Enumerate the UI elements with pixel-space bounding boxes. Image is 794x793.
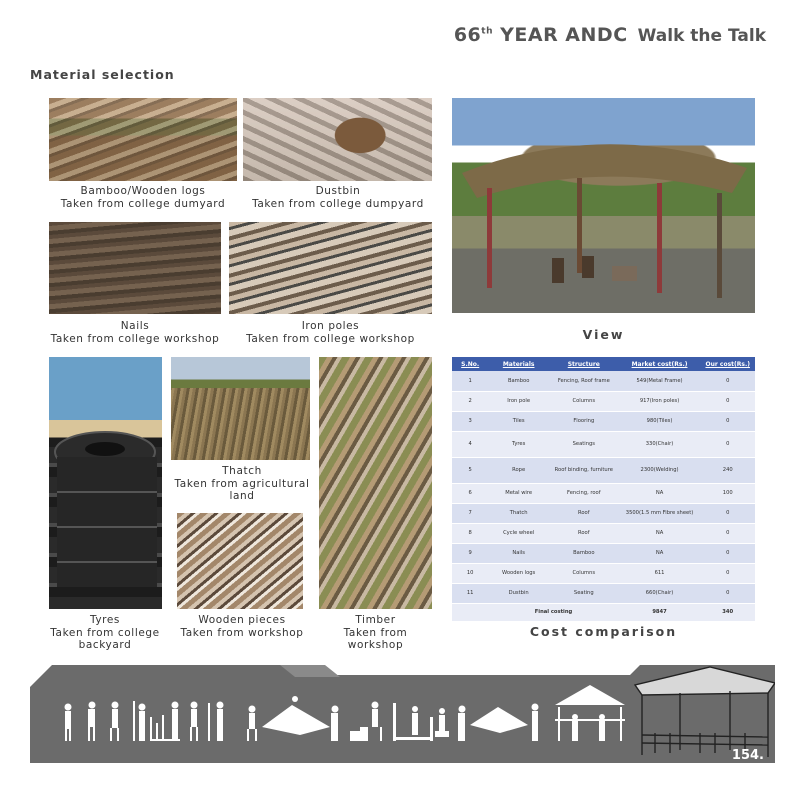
thatch-photo <box>171 357 310 460</box>
view-photo <box>452 98 755 313</box>
cell: Roof <box>549 523 619 543</box>
cell: Columns <box>549 391 619 411</box>
caption-line: Timber <box>355 614 396 626</box>
cell: 0 <box>700 563 755 583</box>
caption-line: Iron poles <box>301 320 360 332</box>
cell: Bamboo <box>549 543 619 563</box>
timber-caption <box>315 614 436 652</box>
tyres-caption <box>40 614 170 652</box>
wooden-pieces-photo <box>177 513 303 609</box>
silhouette-banner <box>30 665 775 763</box>
table-row <box>452 483 755 503</box>
header-market-cost: Market cost(Rs.) <box>631 360 688 368</box>
iron-poles-caption <box>229 320 432 345</box>
caption-line: Tyres <box>89 614 120 626</box>
dustbin-caption <box>238 185 438 210</box>
final-our-cost: 340 <box>700 603 755 621</box>
caption-line: Dustbin <box>315 185 361 197</box>
caption-line: Nails <box>120 320 150 332</box>
cell: 1 <box>452 371 488 391</box>
cell: Columns <box>549 563 619 583</box>
header-year <box>454 24 628 46</box>
cell: Fencing, Roof frame <box>549 371 619 391</box>
cell: Cycle wheel <box>488 523 549 543</box>
cell: Seating <box>549 583 619 603</box>
cell: 0 <box>700 583 755 603</box>
cell: 6 <box>452 483 488 503</box>
cell: 3500(1.5 mm Fibre sheet) <box>619 503 701 523</box>
cell: 0 <box>700 391 755 411</box>
cell: 240 <box>700 457 755 483</box>
cell: 9 <box>452 543 488 563</box>
cell: 7 <box>452 503 488 523</box>
table-row <box>452 523 755 543</box>
cell: 917(Iron poles) <box>619 391 701 411</box>
caption-line: Wooden pieces <box>198 614 286 626</box>
table-row <box>452 503 755 523</box>
cell: 2 <box>452 391 488 411</box>
cell: 611 <box>619 563 701 583</box>
table-row <box>452 457 755 483</box>
cell: 2300(Welding) <box>619 457 701 483</box>
timber-photo <box>319 357 432 609</box>
cell: Nails <box>488 543 549 563</box>
cell: 5 <box>452 457 488 483</box>
iron-poles-photo <box>229 222 432 314</box>
cell: 660(Chair) <box>619 583 701 603</box>
cell: Iron pole <box>488 391 549 411</box>
caption-line: Taken from <box>343 626 408 639</box>
cell: Tyres <box>488 431 549 457</box>
table-row <box>452 563 755 583</box>
cell: 4 <box>452 431 488 457</box>
final-market-cost: 9847 <box>619 603 701 621</box>
page-number: 154. <box>731 748 764 763</box>
cell: NA <box>619 523 701 543</box>
caption-line: workshop <box>347 639 404 651</box>
cell: Flooring <box>549 411 619 431</box>
cell: 0 <box>700 523 755 543</box>
table-row <box>452 391 755 411</box>
cell: 980(Tiles) <box>619 411 701 431</box>
nails-photo <box>49 222 221 314</box>
dustbin-photo <box>243 98 432 181</box>
table-row <box>452 583 755 603</box>
tyre-stack-illustration <box>49 357 162 609</box>
cell: 0 <box>700 431 755 457</box>
cell: Seatings <box>549 431 619 457</box>
table-row <box>452 411 755 431</box>
caption-line: Taken from agricultural <box>174 477 310 490</box>
caption-line: Taken from college workshop <box>246 332 415 345</box>
nails-caption <box>40 320 230 345</box>
caption-line: Thatch <box>222 465 262 477</box>
cell: 0 <box>700 543 755 563</box>
final-label: Final costing <box>488 603 618 621</box>
cell: NA <box>619 543 701 563</box>
cell: Dustbin <box>488 583 549 603</box>
table-row <box>452 543 755 563</box>
cell: Metal wire <box>488 483 549 503</box>
cell: 549(Metal Frame) <box>619 371 701 391</box>
caption-line: Taken from college dumyard <box>60 197 226 210</box>
caption-line: backyard <box>78 639 132 651</box>
caption-line: Taken from college dumpyard <box>252 197 424 210</box>
caption-line: land <box>229 490 255 502</box>
cell: 11 <box>452 583 488 603</box>
cost-comparison-table <box>452 357 755 622</box>
cell: Bamboo <box>488 371 549 391</box>
header-materials: Materials <box>502 360 535 368</box>
table-header-row <box>452 357 755 371</box>
cell: 3 <box>452 411 488 431</box>
thatch-caption <box>168 465 316 503</box>
header-sno: S.No. <box>461 360 480 368</box>
cell <box>452 603 488 621</box>
header-structure: Structure <box>567 360 600 368</box>
header-our-cost: Our cost(Rs.) <box>705 360 750 368</box>
section-title: Material selection <box>30 67 175 82</box>
year-text: YEAR ANDC <box>500 24 628 46</box>
cell: 0 <box>700 411 755 431</box>
year-number: 66 <box>453 24 482 46</box>
caption-line: Bamboo/Wooden logs <box>80 185 206 197</box>
cell: 330(Chair) <box>619 431 701 457</box>
header-tagline: Walk the Talk <box>637 26 766 46</box>
cell: 10 <box>452 563 488 583</box>
caption-line: Taken from college <box>50 626 160 639</box>
cell: Tiles <box>488 411 549 431</box>
cell: Thatch <box>488 503 549 523</box>
view-caption: View <box>582 327 625 342</box>
table-row <box>452 371 755 391</box>
cell: Wooden logs <box>488 563 549 583</box>
cell: Roof <box>549 503 619 523</box>
cell: Fencing, roof <box>549 483 619 503</box>
cell: 100 <box>700 483 755 503</box>
hut-illustration <box>452 98 755 313</box>
caption-line: Taken from college workshop <box>50 332 220 345</box>
table-row <box>452 431 755 457</box>
bamboo-logs-photo <box>49 98 237 181</box>
caption-line: Taken from workshop <box>180 626 304 639</box>
tyres-photo <box>49 357 162 609</box>
cell: 0 <box>700 503 755 523</box>
page-header <box>454 24 766 46</box>
cell: 8 <box>452 523 488 543</box>
cell: Roof binding, furniture <box>549 457 619 483</box>
final-costing-row <box>452 603 755 621</box>
cell: 0 <box>700 371 755 391</box>
cost-table <box>452 357 755 615</box>
year-suffix: th <box>481 26 493 37</box>
cell: Rope <box>488 457 549 483</box>
cell: NA <box>619 483 701 503</box>
cost-caption: Cost comparison <box>529 624 678 639</box>
wooden-pieces-caption <box>172 614 312 639</box>
bamboo-logs-caption <box>42 185 244 210</box>
